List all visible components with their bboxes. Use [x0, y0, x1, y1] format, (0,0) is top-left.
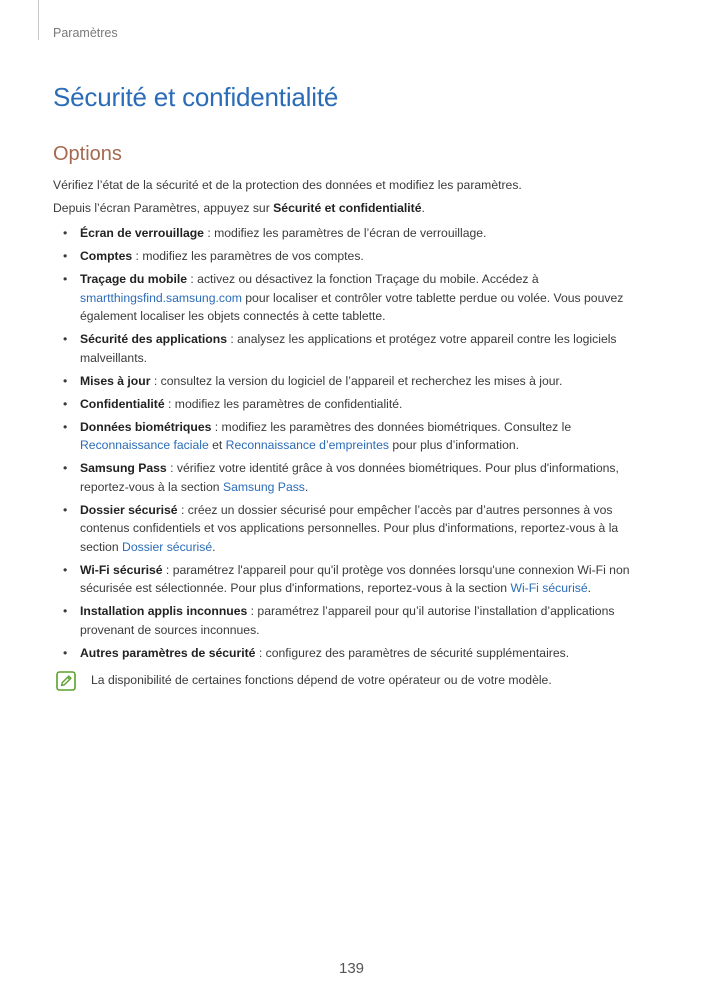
item-desc: : paramétrez l’appareil pour qu’il autorise l’installation d’applications provenant de sources inconnues. — [80, 604, 615, 637]
page-number: 139 — [338, 960, 365, 977]
intro-suffix: . — [421, 201, 425, 215]
item-term: Confidentialité — [80, 396, 165, 411]
item-term: Samsung Pass — [80, 461, 167, 475]
item-term: Mises à jour — [80, 373, 151, 388]
item-desc: : modifiez les paramètres de l’écran de verrouillage. — [203, 226, 487, 240]
link-samsung-pass[interactable]: Samsung Pass — [222, 479, 305, 494]
list-item — [53, 247, 653, 266]
item-desc: : configurez des paramètres de sécurité supplémentaires. — [255, 645, 570, 660]
link-face-recognition[interactable]: Reconnaissance faciale — [80, 438, 209, 452]
list-item — [53, 602, 653, 639]
item-term: Données biométriques — [80, 419, 212, 434]
item-desc: : vérifiez votre identité grâce à vos données biométriques. Pour plus d'informations, reportez-vous à la section — [80, 461, 619, 494]
link-fingerprint-recognition[interactable]: Reconnaissance d’empreintes — [225, 438, 389, 452]
bullet: • — [63, 562, 68, 577]
link-smartthingsfind[interactable]: smartthingsfind.samsung.com — [80, 290, 242, 305]
item-desc: : modifiez les paramètres de vos comptes. — [132, 249, 364, 263]
page-title: Sécurité et confidentialité — [53, 82, 339, 112]
item-term: Traçage du mobile — [80, 272, 188, 286]
item-desc: : créez un dossier sécurisé pour empêcher l’accès par d’autres personnes à vos contenus confidentiels et vos applications personnelles. Pour plus d'informations, reportez-vous à la section — [80, 502, 619, 554]
list-item — [53, 644, 653, 663]
list-item — [53, 395, 653, 414]
list-item — [53, 224, 653, 243]
running-header: Paramètres — [53, 26, 118, 40]
item-desc: : modifiez les paramètres de confidentialité. — [164, 396, 403, 411]
list-item — [53, 501, 653, 557]
note-pencil-icon — [56, 671, 76, 691]
item-desc-cont: . — [304, 479, 309, 494]
list-item — [53, 561, 653, 598]
item-term: Installation applis inconnues — [80, 604, 248, 618]
item-term: Sécurité des applications — [80, 332, 227, 346]
item-desc: : paramétrez l'appareil pour qu'il protège vos données lorsqu'une connexion Wi-Fi non sécurisée est sélectionnée. Pour plus d'informations, reportez-vous à la section — [80, 562, 630, 595]
bullet: • — [63, 249, 68, 263]
item-term: Wi-Fi sécurisé — [80, 562, 163, 577]
item-desc-end: pour plus d’information. — [388, 438, 520, 452]
item-desc: : modifiez les paramètres des données biométriques. Consultez le — [211, 419, 572, 434]
item-term: Dossier sécurisé — [80, 502, 178, 517]
item-term: Autres paramètres de sécurité — [80, 645, 256, 660]
bullet: • — [63, 419, 68, 434]
list-item — [53, 418, 653, 455]
bullet: • — [63, 226, 68, 240]
item-desc-cont: . — [587, 581, 592, 595]
list-item — [53, 270, 653, 326]
bullet: • — [63, 272, 68, 286]
options-list — [53, 224, 653, 667]
item-term: Écran de verrouillage — [80, 226, 204, 240]
link-secure-folder[interactable]: Dossier sécurisé — [122, 539, 213, 554]
bullet: • — [63, 461, 68, 475]
list-item — [53, 372, 653, 391]
intro-prefix: Depuis l’écran Paramètres, appuyez sur — [53, 201, 274, 215]
bullet: • — [63, 332, 68, 346]
bullet: • — [63, 645, 68, 660]
item-desc-cont: . — [212, 539, 216, 554]
bullet: • — [63, 396, 68, 411]
item-desc-cont: et — [208, 438, 226, 452]
header-divider — [38, 0, 39, 40]
link-secure-wifi[interactable]: Wi-Fi sécurisé — [510, 581, 588, 595]
item-term: Comptes — [80, 249, 133, 263]
note-text: La disponibilité de certaines fonctions dépend de votre opérateur ou de votre modèle. — [91, 673, 552, 687]
intro-instruction — [53, 201, 425, 215]
item-desc: : activez ou désactivez la fonction Traçage du mobile. Accédez à — [187, 272, 539, 286]
section-title: Options — [53, 143, 122, 165]
intro-menu-path: Sécurité et confidentialité — [273, 201, 422, 215]
bullet: • — [63, 604, 68, 618]
list-item — [53, 330, 653, 367]
bullet: • — [63, 373, 68, 388]
item-desc: : analysez les applications et protégez votre appareil contre les logiciels malveillants. — [80, 332, 617, 365]
note-block — [53, 671, 653, 693]
item-desc: : consultez la version du logiciel de l’appareil et recherchez les mises à jour. — [150, 373, 563, 388]
intro-line: Vérifiez l’état de la sécurité et de la protection des données et modifiez les paramètres. — [53, 178, 522, 192]
list-item — [53, 459, 653, 496]
item-desc-cont: pour localiser et contrôler votre tablette perdue ou volée. Vous pouvez également localiser les objets connectés à cette tablette. — [80, 290, 624, 323]
bullet: • — [63, 502, 68, 517]
